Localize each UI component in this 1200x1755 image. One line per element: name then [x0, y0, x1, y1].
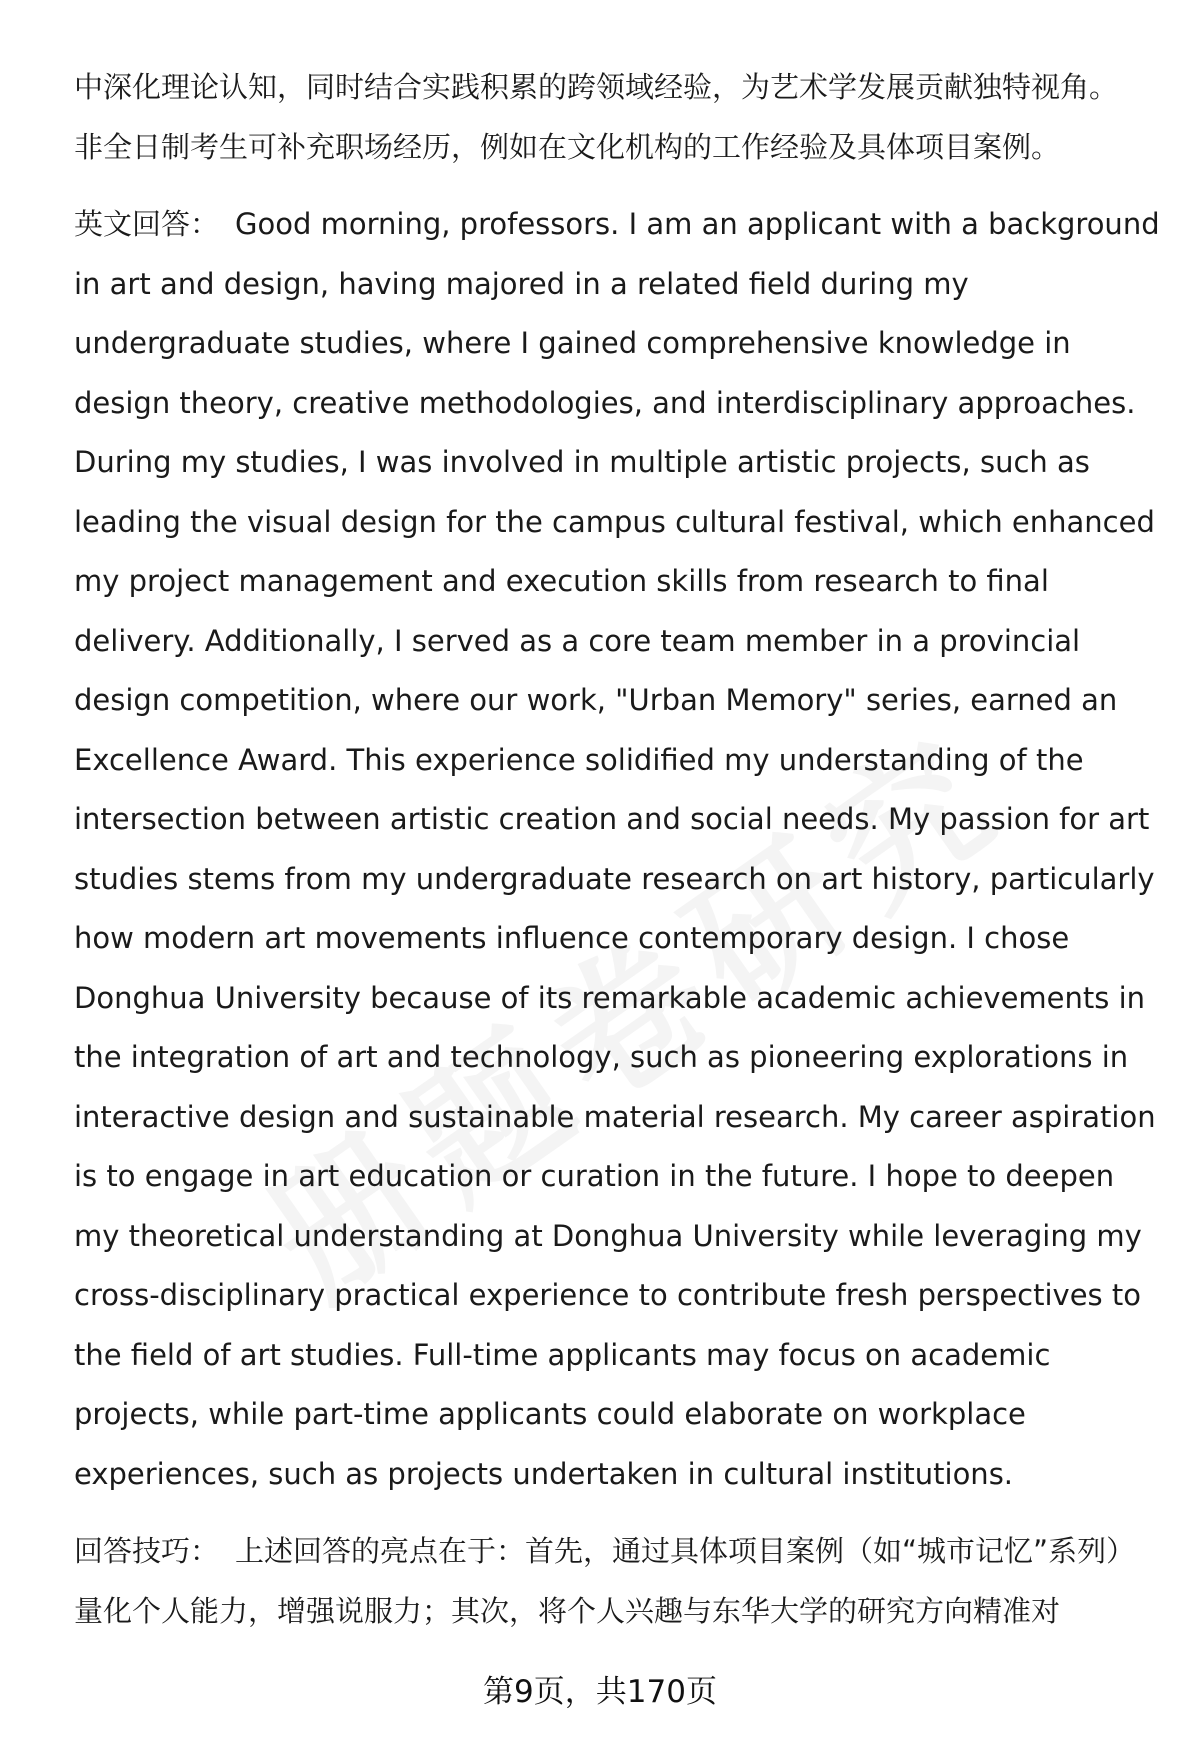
intro-line-1: 中深化理论认知，同时结合实践积累的跨领域经验，为艺术学发展贡献独特视角。: [74, 70, 1119, 104]
tips-paragraph: [74, 1522, 1160, 1641]
page-number: 第9页，共170页: [483, 1674, 717, 1710]
intro-paragraph: [74, 58, 1160, 177]
page-content: [74, 58, 1160, 1641]
tips-label: 回答技巧：: [74, 1534, 220, 1568]
english-answer-label: 英文回答：: [74, 207, 220, 241]
tips-text: 上述回答的亮点在于：首先，通过具体项目案例（如“城市记忆”系列）量化个人能力，增强说服力；其次，将个人兴趣与东华大学的研究方向精准对: [74, 1534, 1136, 1628]
english-answer-text: Good morning, professors. I am an applicant with a background in art and design, having majored in a related field during my undergraduate studies, where I gained comprehensive knowledge in design theory, creative methodologies, and interdisciplinary approaches. During my studies, I was involved in multiple artistic projects, such as leading the visual design for the campus cultural festival, which enhanced my project management and execution skills from research to final delivery. Additionally, I served as a core team member in a provincial design competition, where our work, "Urban Memory" series, earned an Excellence Award. This experience solidified my understanding of the intersection between artistic creation and social needs. My passion for art studies stems from my undergraduate research on art history, particularly how modern art movements influence contemporary design. I chose Donghua University because of its remarkable academic achievements in the integration of art and technology, such as pioneering explorations in interactive design and sustainable material research. My career aspiration is to engage in art education or curation in the future. I hope to deepen my theoretical understanding at Donghua University while leveraging my cross-disciplinary practical experience to contribute fresh perspectives to the field of art studies. Full-time applicants may focus on academic projects, while part-time applicants could elaborate on workplace experiences, such as projects undertaken in cultural institutions.: [74, 207, 1160, 1491]
intro-line-2: 非全日制考生可补充职场经历，例如在文化机构的工作经验及具体项目案例。: [74, 129, 1061, 164]
english-answer-paragraph: [74, 195, 1160, 1504]
page-footer: [0, 1672, 1200, 1712]
